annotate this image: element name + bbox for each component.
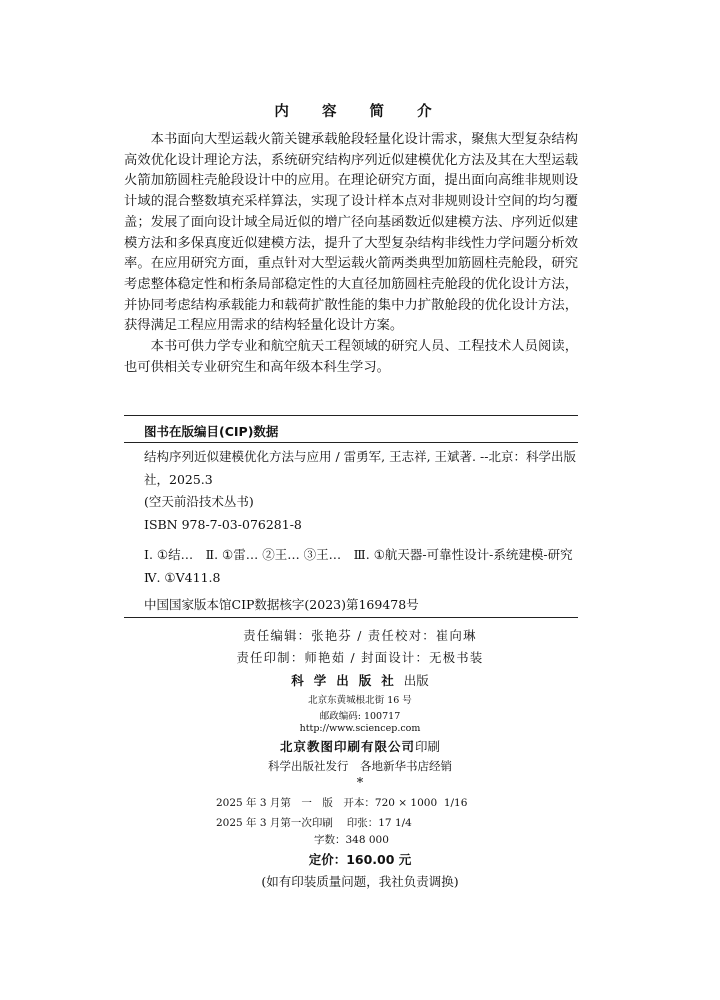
intro-paragraph: 本书面向大型运载火箭关键承载舱段轻量化设计需求，聚焦大型复杂结构高效优化设计理论方法，系统研究结构序列近似建模优化方法及其在大型运载火箭加筋圆柱壳舱段设计中的应用。在理论研究方面，提出面向高维非规则设计域的混合整数填充采样算法，实现了设计样本点对非规则设计空间的均匀覆盖；发展了面向设计域全局近似的增广径向基函数近似建模方法、序列近似建模方法和多保真度近似建模方法，提升了大型复杂结构非线性力学问题分析效率。在应用研究方面，重点针对大型运载火箭两类典型加筋圆柱壳舱段，研究考虑整体稳定性和桁条局部稳定性的大直径加筋圆柱壳舱段的优化设计方法，并协同考虑结构承载能力和载荷扩散性能的集中力扩散舱段的优化设计方法，获得满足工程应用需求的结构轻量化设计方案。: [124, 132, 578, 334]
production-line: 责任印制：师艳茹 / 封面设计：无极书装: [236, 651, 484, 665]
edition-line: 2025 年 3 月第 一 版 开本：720 × 1000 1/16: [216, 797, 468, 809]
cip-record: [124, 446, 586, 589]
publisher-postcode: 邮政编码: 100717: [319, 711, 401, 722]
publisher-suffix: 出版: [403, 673, 429, 688]
cip-isbn: ISBN 978-7-03-076281-8: [144, 516, 302, 532]
quality-note: (如有印装质量问题，我社负责调换): [261, 874, 459, 889]
publisher-address: 北京东黄城根北街 16 号: [308, 695, 412, 706]
intro-text: [124, 130, 578, 378]
printing-line: 2025 年 3 月第一次印刷 印张：17 1/4: [216, 817, 412, 829]
printer-suffix: 印刷: [415, 739, 441, 754]
cip-main-entry: 结构序列近似建模优化方法与应用 / 雷勇军, 王志祥, 王斌著. --北京：科学出版社，2025.3: [144, 449, 576, 487]
distribution-line: 科学出版社发行 各地新华书店经销: [268, 759, 452, 773]
cip-record-number: 中国国家版本馆CIP数据核字(2023)第169478号: [144, 597, 419, 612]
editors-line: 责任编辑：张艳芬 / 责任校对：崔向琳: [243, 629, 477, 643]
publisher-url: http://www.sciencep.com: [299, 723, 421, 734]
publisher-logotype: 科学出版社: [291, 673, 404, 688]
intro-paragraph: 本书可供力学专业和航空航天工程领域的研究人员、工程技术人员阅读，也可供相关专业研究生和高年级本科生学习。: [124, 339, 578, 375]
separator-star: *: [356, 776, 364, 791]
price: 定价：160.00 元: [308, 852, 412, 867]
intro-title: 内 容 简 介: [274, 104, 446, 120]
cip-classification: Ⅰ. ①结… Ⅱ. ①雷… ②王… ③王… Ⅲ. ①航天器-可靠性设计-系统建模-研究 Ⅳ. ①V411.8: [144, 547, 586, 585]
cip-top-rule: [124, 415, 578, 416]
cip-heading: 图书在版编目(CIP)数据: [144, 424, 279, 439]
printer-line: [0, 737, 720, 755]
cip-bottom-rule: [124, 617, 578, 618]
cip-series: (空天前沿技术丛书): [144, 494, 254, 509]
publisher-line: [0, 671, 720, 689]
word-count: 字数：348 000: [314, 834, 389, 846]
printer-logotype: 北京教图印刷有限公司: [279, 739, 415, 754]
cip-heading-rule: [124, 442, 578, 443]
